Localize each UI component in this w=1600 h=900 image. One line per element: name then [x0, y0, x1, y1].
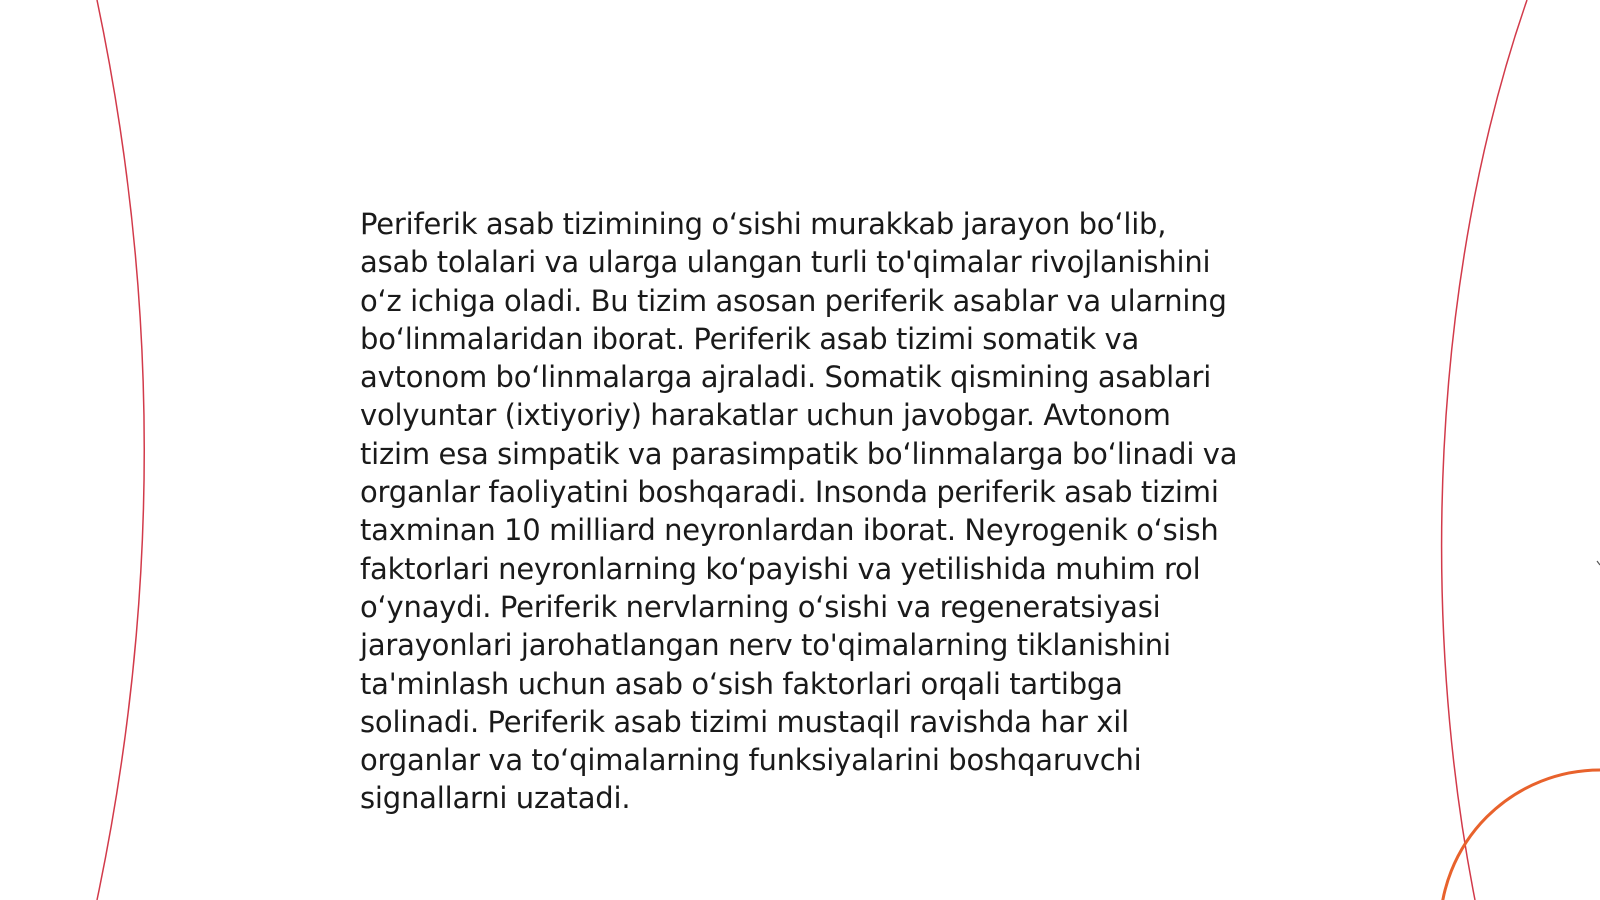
body-paragraph: Periferik asab tizimining o‘sishi murakkab jarayon bo‘lib, asab tolalari va ularga ulangan turli to'qimalar rivojlanishini o‘z ichiga oladi. Bu tizim asosan periferik asablar va ularning bo‘linmalaridan iborat. Periferik asab tizimi somatik va avtonom bo‘linmalarga ajraladi. Somatik qismining asablari volyuntar (ixtiyoriy) harakatlar uchun javobgar. Avtonom tizim esa simpatik va parasimpatik bo‘linmalarga bo‘linadi va organlar faoliyatini boshqaradi. Insonda periferik asab tizimi taxminan 10 milliard neyronlardan iborat. Neyrogenik o‘sish faktorlari neyronlarning ko‘payishi va yetilishida muhim rol o‘ynaydi. Periferik nervlarning o‘sishi va regeneratsiyasi jarayonlari jarohatlangan nerv to'qimalarning tiklanishini ta'minlash uchun asab o‘sish faktorlari orqali tartibga solinadi. Periferik asab tizimi mustaqil ravishda har xil organlar va to‘qimalarning funksiyalarini boshqaruvchi signallarni uzatadi.	[360, 207, 1238, 816]
right-curve-line	[1442, 0, 1527, 900]
left-curve-line	[97, 0, 144, 900]
